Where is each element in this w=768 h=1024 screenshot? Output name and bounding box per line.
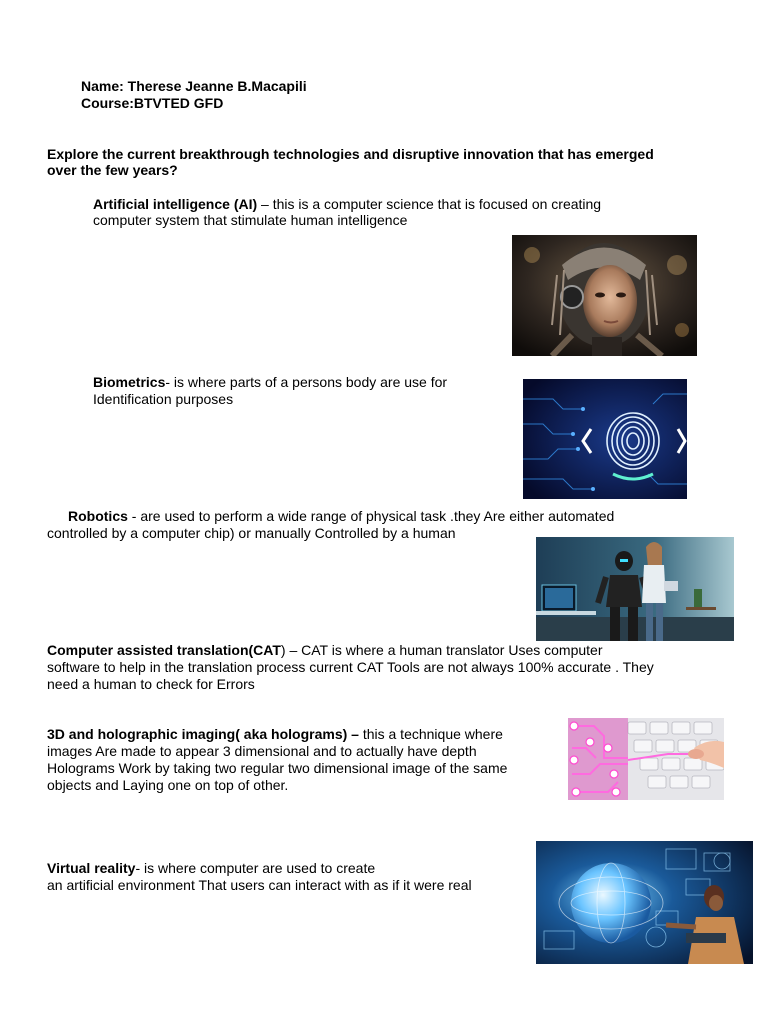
ai-line-1 (93, 196, 601, 213)
cat-line-2: software to help in the translation process current CAT Tools are not always 100% accurate . They (47, 659, 654, 675)
holo-line-1 (47, 726, 503, 743)
ai-robot-image (512, 235, 697, 356)
robotics-term: Robotics (68, 508, 128, 524)
cat-term: Computer assisted translation(CAT (47, 642, 281, 658)
cat-line-3: need a human to check for Errors (47, 676, 255, 692)
cat-line-1 (47, 642, 603, 659)
holo-line-4: objects and Laying one on top of other. (47, 777, 289, 793)
holo-term: 3D and holographic imaging( aka holograms) – (47, 726, 359, 742)
vr-term: Virtual reality (47, 860, 136, 876)
cat-desc: ) – CAT is where a human translator Uses computer (280, 642, 603, 658)
vr-line-2: an artificial environment That users can interact with as if it were real (47, 877, 472, 893)
course: Course:BTVTED GFD (81, 95, 224, 111)
vr-line-1 (47, 860, 375, 877)
robotics-line-1 (47, 508, 614, 525)
vr-desc: - is where computer are used to create (135, 860, 376, 876)
question-line-1: Explore the current breakthrough technologies and disruptive innovation that has emerged (47, 146, 654, 162)
robotics-desc: - are used to perform a wide range of physical task .they Are either automated (127, 508, 615, 524)
ai-term: Artificial intelligence (AI) (93, 196, 258, 212)
robotics-line-2: controlled by a computer chip) or manually Controlled by a human (47, 525, 456, 541)
student-name: Name: Therese Jeanne B.Macapili (81, 78, 307, 94)
fingerprint-image (523, 379, 687, 499)
holo-line-2: images Are made to appear 3 dimensional and to actually have depth (47, 743, 477, 759)
holo-desc: this a technique where (358, 726, 503, 742)
biometrics-line-2: Identification purposes (93, 391, 234, 407)
biometrics-term: Biometrics (93, 374, 166, 390)
hologram-keyboard-image (568, 718, 724, 800)
holo-line-3: Holograms Work by taking two regular two dimensional image of the same (47, 760, 508, 776)
virtual-reality-image (536, 841, 753, 964)
ai-line-2: computer system that stimulate human intelligence (93, 212, 408, 228)
biometrics-line-1 (93, 374, 447, 391)
robotics-image (536, 537, 734, 641)
biometrics-desc: - is where parts of a persons body are use for (165, 374, 448, 390)
question-line-2: over the few years? (47, 162, 178, 178)
ai-desc: – this is a computer science that is focused on creating (257, 196, 602, 212)
